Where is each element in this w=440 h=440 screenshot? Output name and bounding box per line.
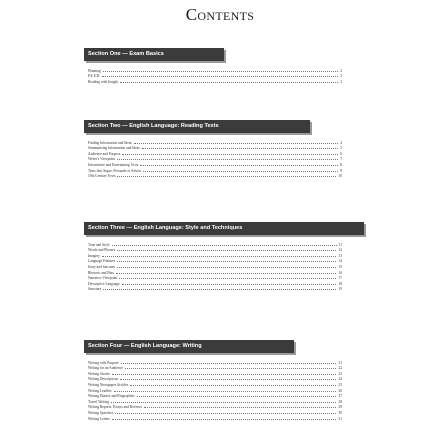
toc-entry-label: Planning xyxy=(88,68,101,73)
section-entries xyxy=(84,67,342,84)
toc-page-number: 30 xyxy=(338,410,342,415)
dot-leader xyxy=(112,245,337,246)
dot-leader xyxy=(125,368,337,369)
toc-entry-label: Writer's Viewpoint xyxy=(88,157,116,162)
toc-page-number: 17 xyxy=(338,276,342,281)
toc-entry-label: Narrative Viewpoint xyxy=(88,276,118,281)
toc-entry[interactable] xyxy=(88,415,342,421)
toc-entry-label: Irony and Sarcasm xyxy=(88,264,115,269)
toc-page-number: 29 xyxy=(338,405,342,410)
toc-entry-label: Writing Stories xyxy=(88,371,110,376)
dot-leader xyxy=(117,250,336,251)
toc-page-number: 13 xyxy=(338,253,342,258)
section-heading: Section Four — English Language: Writing xyxy=(84,340,294,353)
toc-entry-label: Structure xyxy=(88,287,102,292)
toc-entry-label: Writing for an Audience xyxy=(88,366,123,371)
toc-entry-label: Rhetoric and Bias xyxy=(88,270,114,275)
toc-page-number: 23 xyxy=(338,371,342,376)
section-entries xyxy=(84,241,342,291)
dot-leader xyxy=(121,363,337,364)
dot-leader xyxy=(117,176,336,177)
dot-leader xyxy=(102,256,336,257)
toc-entry-label: Descriptive Language xyxy=(88,281,120,286)
toc-page-number: 9 xyxy=(340,168,342,173)
section-heading: Section Three — English Language: Style and Techniques xyxy=(84,222,364,235)
toc-entry-label: Finding Information and Ideas xyxy=(88,140,132,145)
toc-entry-label: Writing Newspaper Articles xyxy=(88,382,129,387)
toc-entry-label: Writing Leaflets xyxy=(88,388,112,393)
dot-leader xyxy=(134,143,338,144)
dot-leader xyxy=(120,379,336,380)
dot-leader xyxy=(122,284,337,285)
dot-leader xyxy=(130,385,336,386)
section-two xyxy=(84,120,372,178)
toc-page-number: 15 xyxy=(338,264,342,269)
section-four xyxy=(84,340,372,421)
toc-page-number: 18 xyxy=(338,281,342,286)
toc-entry-label: Summarising Information and Ideas xyxy=(88,146,140,151)
dot-leader xyxy=(117,261,336,262)
toc-entry[interactable] xyxy=(88,78,342,84)
dot-leader xyxy=(114,391,337,392)
dot-leader xyxy=(115,413,336,414)
toc-page-number: 27 xyxy=(338,394,342,399)
toc-page-number: 8 xyxy=(340,162,342,167)
toc-page-number: 2 xyxy=(340,68,342,73)
dot-leader xyxy=(102,76,338,77)
toc-entry[interactable] xyxy=(88,286,342,292)
toc-entry-label: Tone and Style xyxy=(88,242,110,247)
section-heading: Section Two — English Language: Reading Texts xyxy=(84,120,310,133)
toc-entry-label: Writing Speeches xyxy=(88,410,114,415)
toc-page-number: 6 xyxy=(340,151,342,156)
dot-leader xyxy=(137,396,337,397)
dot-leader xyxy=(111,402,336,403)
toc-entry-label: Words and Phrases xyxy=(88,248,116,253)
dot-leader xyxy=(142,148,338,149)
toc-page-number: 10 xyxy=(338,174,342,179)
dot-leader xyxy=(117,267,336,268)
toc-entry-label: 19th Century Texts xyxy=(88,174,116,179)
dot-leader xyxy=(120,82,338,83)
toc-page-number: 26 xyxy=(338,388,342,393)
toc-entry-label: Audience and Purpose xyxy=(88,151,121,156)
toc-page-number: 5 xyxy=(340,146,342,151)
toc-entry-label: Writing Reports, Essays and Reviews xyxy=(88,405,143,410)
section-one xyxy=(84,48,372,84)
toc-entry-label: Travel Writing xyxy=(88,399,110,404)
toc-entry-label: Language Features xyxy=(88,259,116,264)
dot-leader xyxy=(116,273,337,274)
page-title: Contents xyxy=(185,5,255,24)
toc-entry-label: Imagery xyxy=(88,253,100,258)
dot-leader xyxy=(103,289,336,290)
dot-leader xyxy=(117,159,338,160)
dot-leader xyxy=(144,407,336,408)
toc-entry-label: Reading with Insight xyxy=(88,79,119,84)
toc-entry-label: P.E.E.D. xyxy=(88,74,101,79)
toc-page-number: 16 xyxy=(338,270,342,275)
toc-page-number: 12 xyxy=(338,248,342,253)
toc-page-number: 25 xyxy=(338,382,342,387)
dot-leader xyxy=(112,374,336,375)
dot-leader xyxy=(122,154,338,155)
toc-page-number: 28 xyxy=(338,399,342,404)
toc-page-number: 31 xyxy=(338,416,342,421)
toc-page-number: 14 xyxy=(338,259,342,264)
toc-page-number: 11 xyxy=(338,242,342,247)
toc-page-number: 19 xyxy=(338,287,342,292)
toc-entry-label: Writing Descriptions xyxy=(88,377,119,382)
toc-page-number: 3 xyxy=(340,79,342,84)
toc-entry-label: Writing with Purpose xyxy=(88,360,119,365)
dot-leader xyxy=(112,419,336,420)
toc-entry[interactable] xyxy=(88,173,342,179)
section-heading: Section One — Exam Basics xyxy=(84,48,224,61)
toc-page-number: 7 xyxy=(340,157,342,162)
dot-leader xyxy=(103,71,338,72)
toc-page-number: 22 xyxy=(338,366,342,371)
toc-page-number: 21 xyxy=(338,360,342,365)
toc-page-number: 2 xyxy=(340,74,342,79)
dot-leader xyxy=(143,171,338,172)
dot-leader xyxy=(119,278,336,279)
dot-leader xyxy=(140,165,338,166)
section-three xyxy=(84,222,372,291)
section-entries xyxy=(84,359,342,421)
toc-entry-label: Writing Diaries and Biographies xyxy=(88,394,135,399)
toc-entry-label: Texts that Argue, Persuade or Advise xyxy=(88,168,142,173)
toc-entry-label: Writing Letters xyxy=(88,416,110,421)
toc-entry-label: Informative and Entertaining Texts xyxy=(88,162,139,167)
section-entries xyxy=(84,139,342,178)
toc-page-number: 24 xyxy=(338,377,342,382)
toc-page-number: 4 xyxy=(340,140,342,145)
